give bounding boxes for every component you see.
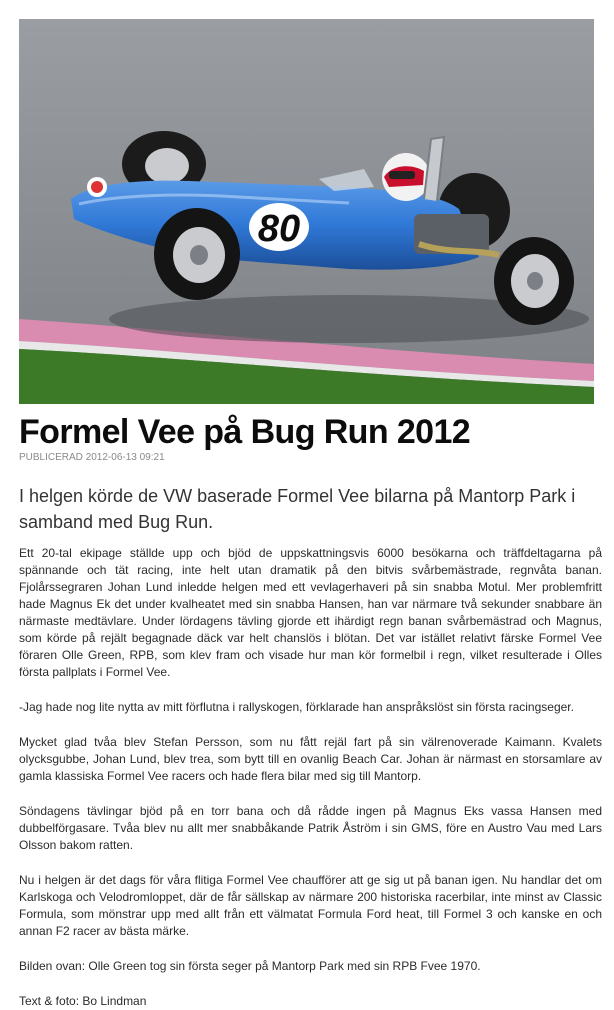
- article-lead: I helgen körde de VW baserade Formel Vee bilarna på Mantorp Park i samband med Bug Run.: [19, 486, 576, 532]
- body-paragraph: Söndagens tävlingar bjöd på en torr bana och då rådde ingen på Magnus Eks vassa Hansen med dubbelförgasare. Tvåa blev nu allt mer snabbåkande Patrik Åström i sin GMS, före en Austro Vau med Lars Olsson bakom ratten.: [19, 804, 602, 852]
- body-paragraph: Nu i helgen är det dags för våra flitiga Formel Vee chaufförer att ge sig ut på banan igen. Nu handlar det om Karlskoga och Velodromloppet, där de får sällskap av närmare 200 historiska racerbilar, inte minst av Classic Formula, som mönstrar upp med allt från ett välmatat Formula Ford heat, till Formel 3 och kanske en och annan F2 racer av bästa märke.: [19, 873, 602, 938]
- article-photo: [19, 19, 594, 404]
- article-title: Formel Vee på Bug Run 2012: [19, 413, 471, 451]
- photo-caption: Bilden ovan: Olle Green tog sin första seger på Mantorp Park med sin RPB Fvee 1970.: [19, 959, 481, 973]
- race-car-image: [19, 19, 594, 404]
- publish-date: PUBLICERAD 2012-06-13 09:21: [19, 452, 165, 463]
- body-paragraph: Mycket glad tvåa blev Stefan Persson, som nu fått rejäl fart på sin välrenoverade Kaimann. Kvalets olycksgubbe, Johan Lund, blev trea, som bytt till en ovanlig Beach Car. Johan är närmast en storsamlare av gamla klassiska Formel Vee racers och hade flera bilar med sig till Mantorp.: [19, 735, 602, 783]
- byline: Text & foto: Bo Lindman: [19, 994, 147, 1008]
- body-paragraph: -Jag hade nog lite nytta av mitt förflutna i rallyskogen, förklarade han anspråkslöst sin första racingseger.: [19, 700, 574, 714]
- article-body: [19, 545, 602, 1010]
- car-number: 80: [257, 208, 301, 250]
- body-paragraph: Ett 20-tal ekipage ställde upp och bjöd de uppskattningsvis 6000 besökarna och träffdeltagarna på spännande och tät racing, inte helt utan dramatik på den bitvis svårbemästrade, regnvåta banan. Fjolårssegraren Johan Lund inledde helgen med ett vevlagerhaveri på sin snabba Motul. Mer problemfritt hade Magnus Ek det under kvalheatet med sin snabba Hansen, han var närmare två sekunder snabbare än närmaste medtävlare. Under lördagens tävling gjorde ett ihärdigt regn banan svårbemästrad och Magnus, som körde på rejält begagnade däck var helt chanslös i blötan. Det var istället relativt färske Formel Vee föraren Olle Green, RPB, som klev fram och visade hur man kör formelbil i regn, vilket resulterade i Olles första pallplats i Formel Vee.: [19, 546, 602, 679]
